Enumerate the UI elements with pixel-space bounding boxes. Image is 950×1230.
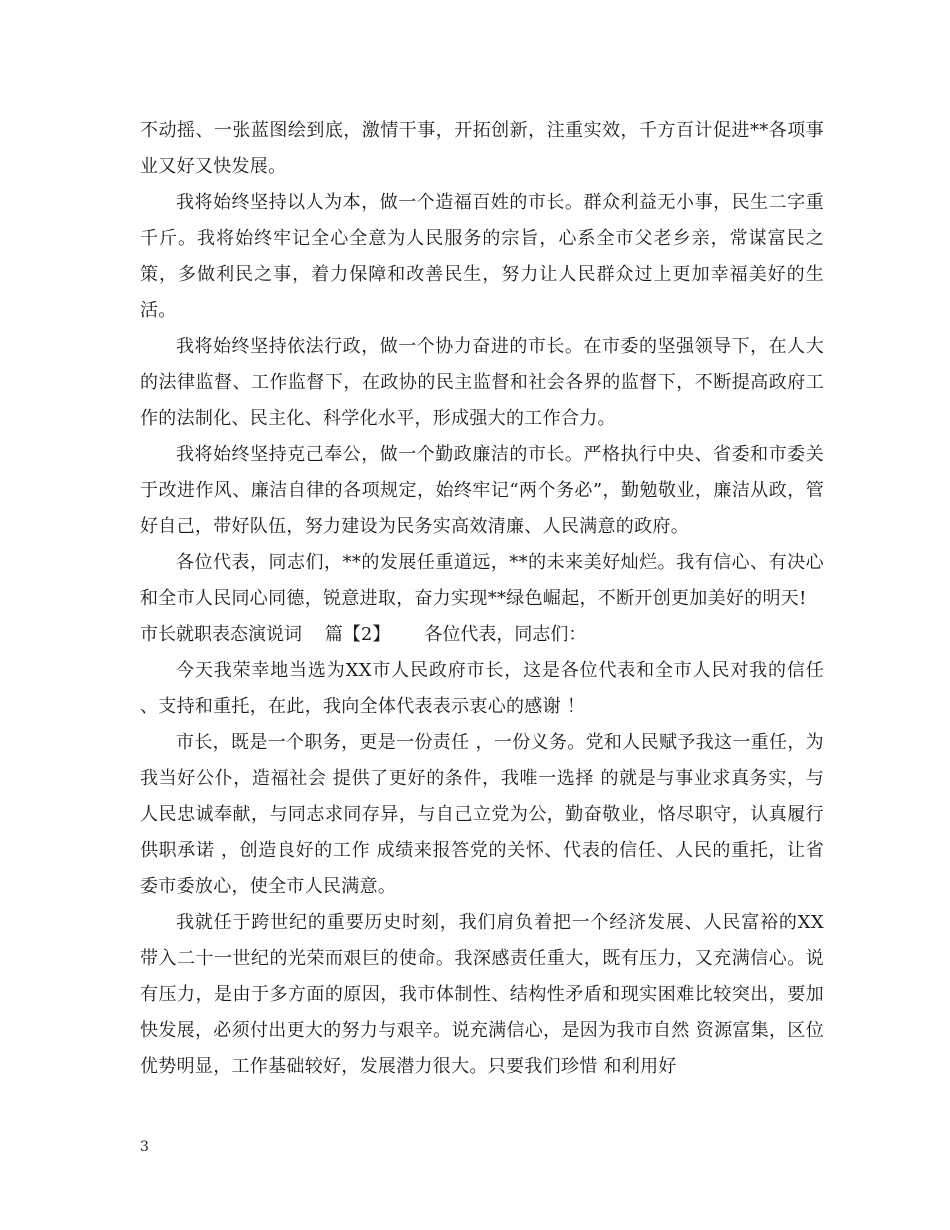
paragraph-5: 各位代表，同志们，**的发展任重道远，**的未来美好灿烂。我有信心、有决心和全市人民同心同德，锐意进取，奋力实现**绿色崛起，不断开创更加美好的明天! [140, 552, 824, 609]
paragraph-7: 市长，既是一个职务，更是一份责任 ，一份义务。党和人民赋予我这一重任，为我当好公仆，造福社会 提供了更好的条件，我唯一选择 的就是与事业求真务实，与人民忠诚奉献，与同志求同存异，与自己立党为公，勤奋敬业，恪尽职守，认真履行供职承诺 ，创造良好的工作 成绩来报答党的关怀、代表的信任、人民的重托，让省委市委放心，使全市人民满意。 [140, 732, 824, 897]
page-number: 3 [140, 1139, 149, 1155]
paragraph-3: 我将始终坚持依法行政，做一个协力奋进的市长。在市委的坚强领导下，在人大的法律监督、工作监督下，在政协的民主监督和社会各界的监督下，不断提高政府工作的法制化、民主化、科学化水平，形成强大的工作合力。 [140, 336, 824, 429]
greeting: 各位代表，同志们： [424, 624, 587, 645]
section-label: 篇【2】 [324, 624, 391, 645]
document-body [140, 113, 824, 1085]
paragraph-1: 不动摇、一张蓝图绘到底，激情干事，开拓创新，注重实效，千方百计促进**各项事业又好又快发展。 [140, 120, 824, 177]
paragraph-2: 我将始终坚持以人为本，做一个造福百姓的市长。群众利益无小事，民生二字重千斤。我将始终牢记全心全意为人民服务的宗旨，心系全市父老乡亲，常谋富民之策，多做利民之事，着力保障和改善民生，努力让人民群众过上更加幸福美好的生活。 [140, 192, 824, 321]
paragraph-6: 今天我荣幸地当选为XX市人民政府市长，这是各位代表和全市人民对我的信任 、支持和重托，在此，我向全体代表表示衷心的感谢 ！ [140, 660, 824, 717]
paragraph-4: 我将始终坚持克己奉公，做一个勤政廉洁的市长。严格执行中央、省委和市委关于改进作风、廉洁自律的各项规定，始终牢记“两个务必”，勤勉敬业，廉洁从政，管好自己，带好队伍，努力建设为民务实高效清廉、人民满意的政府。 [140, 444, 824, 537]
speech-title: 市长就职表态演说词 [140, 624, 302, 645]
section-title-line [140, 617, 824, 653]
paragraph-8: 我就任于跨世纪的重要历史时刻，我们肩负着把一个经济发展、人民富裕的XX带入二十一世纪的光荣而艰巨的使命。我深感责任重大，既有压力，又充满信心。说有压力，是由于多方面的原因，我市体制性、结构性矛盾和现实困难比较突出，要加快发展，必须付出更大的努力与艰辛。说充满信心，是因为我市自然 资源富集，区位优势明显，工作基础较好，发展潜力很大。只要我们珍惜 和利用好 [140, 912, 824, 1077]
